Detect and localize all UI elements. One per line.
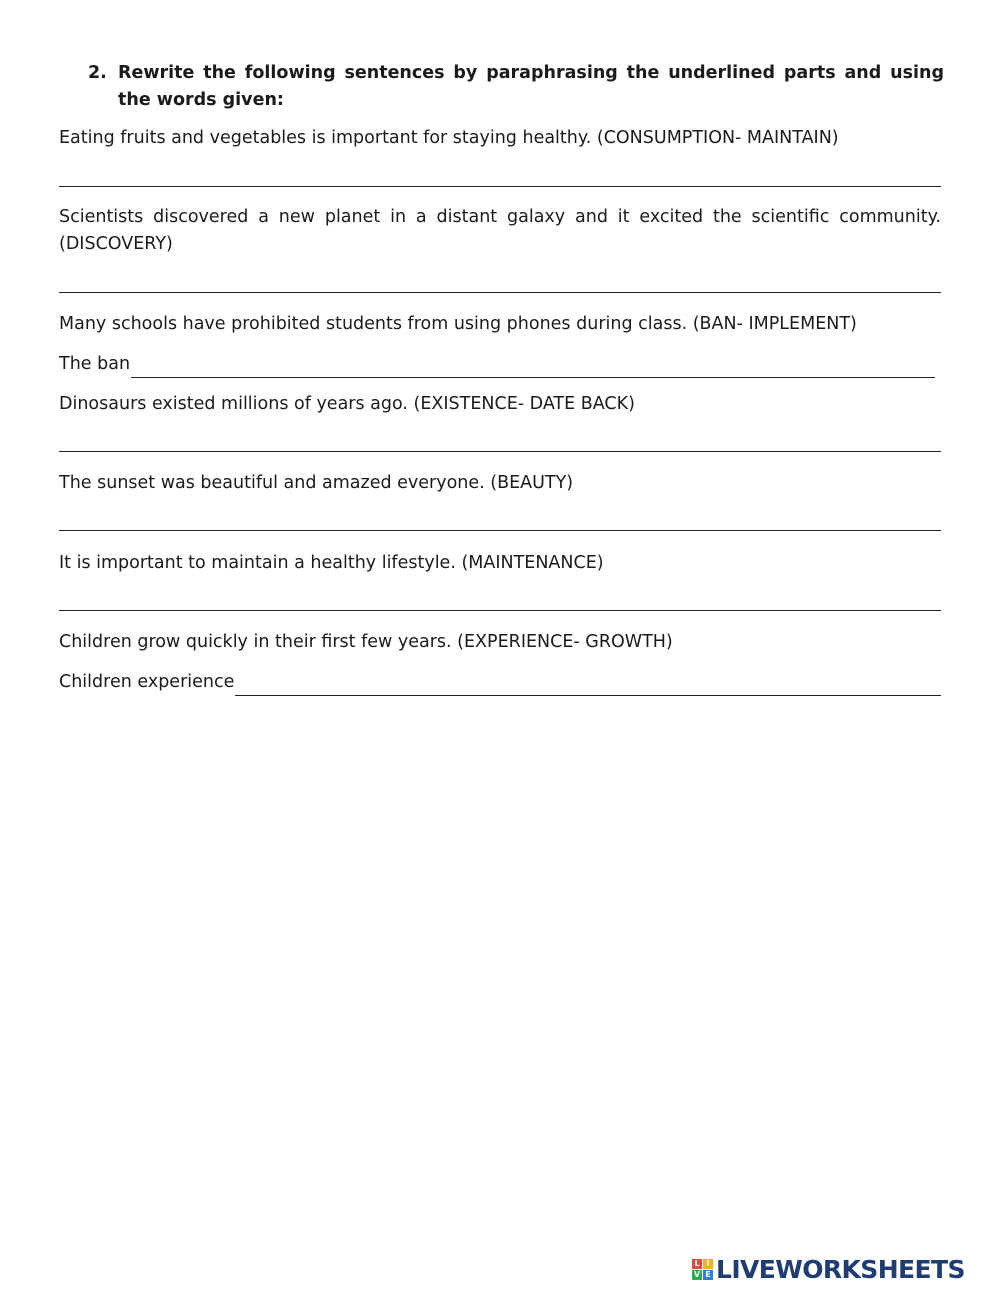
- answer-row-7: [59, 669, 941, 696]
- sentence-4: Dinosaurs existed millions of years ago. (EXISTENCE- DATE BACK): [59, 394, 635, 414]
- sentence-3: Many schools have prohibited students from using phones during class. (BAN- IMPLEMENT): [59, 314, 857, 334]
- liveworksheets-logo: [692, 1254, 965, 1284]
- logo-mark-tile: L: [692, 1259, 702, 1269]
- answer-line-4[interactable]: [59, 451, 941, 452]
- answer-prefix-3: The ban: [59, 354, 131, 374]
- answer-line-1[interactable]: [59, 186, 941, 187]
- logo-mark-tile: I: [703, 1259, 713, 1269]
- answer-row-3: [59, 351, 935, 378]
- answer-line-3[interactable]: [131, 358, 935, 378]
- logo-mark-icon: [692, 1259, 713, 1280]
- answer-prefix-7: Children experience: [59, 672, 235, 692]
- sentence-6: It is important to maintain a healthy lifestyle. (MAINTENANCE): [59, 553, 604, 573]
- logo-mark-tile: V: [693, 1270, 701, 1279]
- logo-mark-tile: E: [703, 1270, 713, 1280]
- sentence-1: Eating fruits and vegetables is important for staying healthy. (CONSUMPTION- MAINTAIN): [59, 128, 839, 148]
- answer-line-6[interactable]: [59, 610, 941, 611]
- sentence-7: Children grow quickly in their first few years. (EXPERIENCE- GROWTH): [59, 632, 673, 652]
- answer-line-2[interactable]: [59, 292, 941, 293]
- answer-line-7[interactable]: [235, 676, 941, 696]
- instruction-number: 2.: [88, 63, 107, 83]
- answer-line-5[interactable]: [59, 530, 941, 531]
- instruction: [88, 60, 944, 114]
- sentence-5: The sunset was beautiful and amazed everyone. (BEAUTY): [59, 473, 574, 493]
- logo-text: LIVEWORKSHEETS: [716, 1254, 965, 1284]
- instruction-text: Rewrite the following sentences by paraphrasing the underlined parts and using the words given:: [118, 63, 944, 110]
- sentence-2: Scientists discovered a new planet in a distant galaxy and it excited the scientific community. (DISCOVERY): [59, 207, 941, 254]
